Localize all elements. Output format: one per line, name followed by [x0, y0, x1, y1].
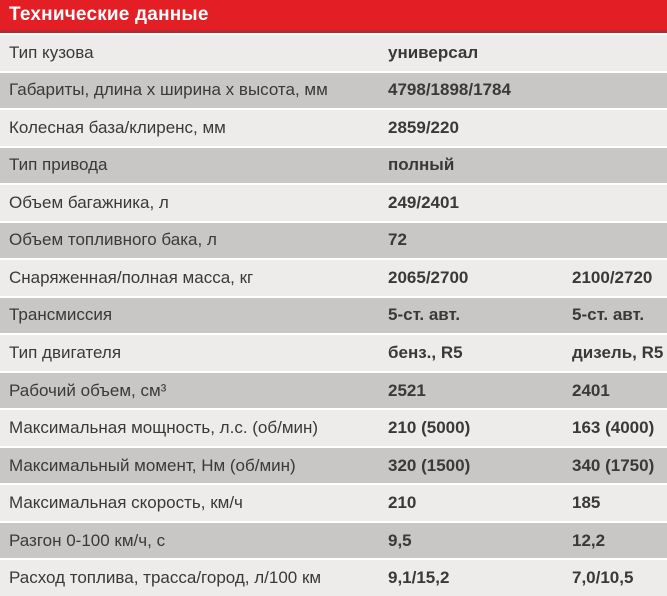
row-value-1: 249/2401	[388, 192, 459, 212]
table-row	[0, 408, 667, 446]
table-row	[0, 446, 667, 484]
row-value-1: 72	[388, 230, 407, 250]
row-label: Объем топливного бака, л	[9, 230, 217, 250]
row-value-2: 5-ст. авт.	[572, 305, 645, 325]
row-value-2: 12,2	[572, 530, 606, 550]
row-label: Максимальный момент, Нм (об/мин)	[9, 455, 296, 475]
row-label: Трансмиссия	[9, 305, 113, 325]
row-value-1: полный	[388, 155, 455, 175]
table-row	[0, 146, 667, 184]
table-row	[0, 521, 667, 559]
row-value-1: 5-ст. авт.	[388, 305, 461, 325]
row-value-1: 4798/1898/1784	[388, 80, 511, 100]
row-value-2: 2100/2720	[572, 267, 653, 287]
table-row	[0, 183, 667, 221]
row-value-2: 7,0/10,5	[572, 568, 634, 588]
row-label: Тип кузова	[9, 42, 94, 62]
table-row	[0, 296, 667, 334]
table-title-bar	[0, 0, 667, 33]
table-title: Технические данные	[9, 4, 209, 25]
table-rows	[0, 33, 667, 596]
row-value-1: 2065/2700	[388, 267, 469, 287]
table-row	[0, 333, 667, 371]
row-label: Разгон 0-100 км/ч, с	[9, 530, 166, 550]
row-value-1: 2521	[388, 380, 426, 400]
row-value-2: 340 (1750)	[572, 455, 655, 475]
row-label: Габариты, длина х ширина х высота, мм	[9, 80, 328, 100]
row-value-1: 210 (5000)	[388, 418, 471, 438]
row-value-1: 320 (1500)	[388, 455, 471, 475]
table-row	[0, 33, 667, 71]
row-label: Максимальная мощность, л.с. (об/мин)	[9, 418, 319, 438]
row-value-1: 2859/220	[388, 117, 459, 137]
table-row	[0, 71, 667, 109]
row-label: Расход топлива, трасса/город, л/100 км	[9, 568, 322, 588]
table-row	[0, 108, 667, 146]
row-value-2: 2401	[572, 380, 610, 400]
row-label: Снаряженная/полная масса, кг	[9, 267, 254, 287]
row-label: Тип двигателя	[9, 343, 122, 363]
row-value-1: 210	[388, 493, 417, 513]
row-label: Объем багажника, л	[9, 192, 169, 212]
table-row	[0, 483, 667, 521]
row-value-2: 185	[572, 493, 601, 513]
row-value-1: бенз., R5	[388, 343, 463, 363]
row-value-1: универсал	[388, 42, 479, 62]
row-value-1: 9,1/15,2	[388, 568, 450, 588]
row-value-2: дизель, R5	[572, 343, 664, 363]
row-value-2: 163 (4000)	[572, 418, 655, 438]
row-label: Тип привода	[9, 155, 108, 175]
table-row	[0, 371, 667, 409]
table-row	[0, 558, 667, 596]
table-row	[0, 221, 667, 259]
row-label: Рабочий объем, см³	[9, 380, 167, 400]
row-label: Максимальная скорость, км/ч	[9, 493, 243, 513]
row-value-1: 9,5	[388, 530, 412, 550]
row-label: Колесная база/клиренс, мм	[9, 117, 226, 137]
table-row	[0, 258, 667, 296]
